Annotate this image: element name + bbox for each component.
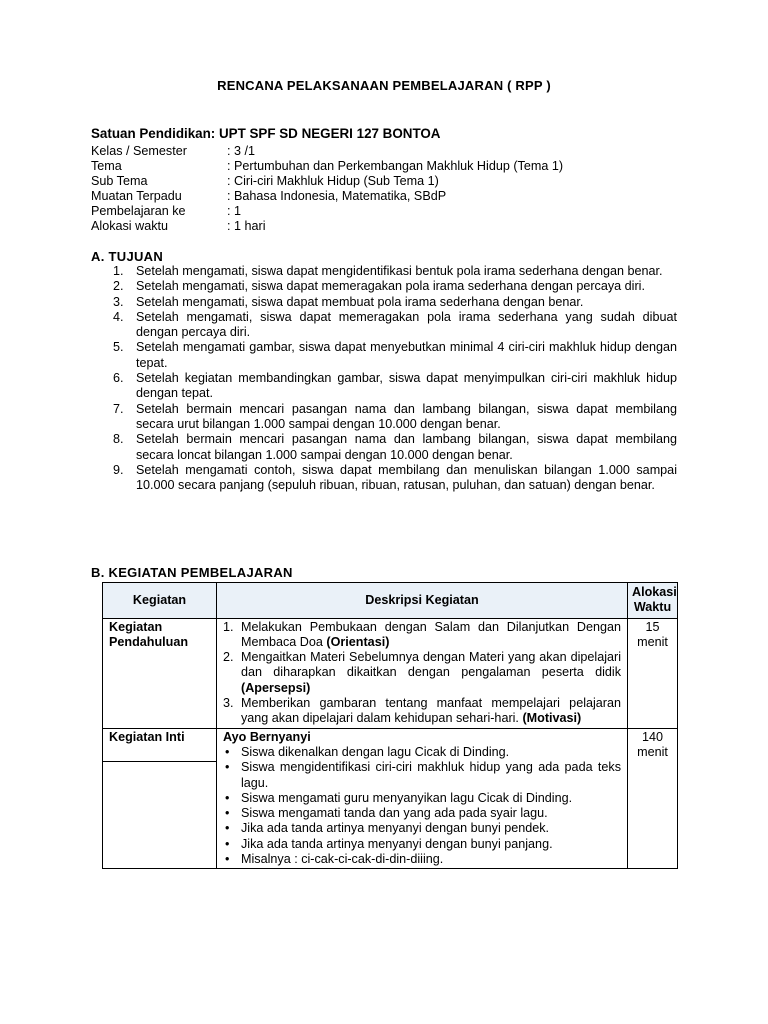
list-item	[223, 620, 621, 651]
meta-value: : 1 hari	[227, 219, 266, 233]
list-item: • Jika ada tanda artinya menyanyi dengan bunyi pendek.	[223, 821, 621, 836]
list-item	[91, 310, 677, 341]
meta-key: Pembelajaran ke	[91, 204, 186, 218]
meta-value: : Bahasa Indonesia, Matematika, SBdP	[227, 189, 447, 203]
header-deskripsi: Deskripsi Kegiatan	[217, 583, 628, 619]
meta-key: Tema	[91, 159, 122, 173]
table-row	[103, 728, 678, 869]
item-text: Mengaitkan Materi Sebelumnya dengan Materi yang akan dipelajari dan diharapkan dikaitkan dengan pengalaman peserta didik	[241, 650, 621, 680]
item-text: Memberikan gambaran tentang manfaat mempelajari pelajaran yang akan dipelajari dalam kehidupan sehari-hari.	[241, 696, 621, 726]
list-item: • Siswa mengamati guru menyanyikan lagu Cicak di Dinding.	[223, 791, 621, 806]
table-row	[103, 618, 678, 728]
pendahuluan-list	[223, 620, 621, 727]
list-item	[91, 371, 677, 402]
inti-heading: Ayo Bernyanyi	[223, 729, 311, 744]
item-number: 3.	[223, 696, 234, 711]
list-item	[91, 264, 677, 279]
item-number: 1.	[223, 619, 234, 634]
row-label-pendahuluan: Kegiatan Pendahuluan	[103, 618, 217, 728]
item-number: 7.	[113, 401, 124, 416]
meta-key: Alokasi waktu	[91, 219, 168, 233]
row-label-inti-text: Kegiatan Inti	[103, 729, 216, 762]
item-text: Setelah mengamati, siswa dapat mengidentifikasi bentuk pola irama sederhana dengan benar.	[136, 264, 663, 278]
meta-value: : 1	[227, 204, 242, 218]
section-heading-tujuan: A. TUJUAN	[91, 249, 164, 264]
list-item	[91, 432, 677, 463]
item-number: 4.	[113, 309, 124, 324]
item-number: 8.	[113, 432, 124, 447]
item-text: Setelah bermain mencari pasangan nama dan lambang bilangan, siswa dapat membilang secara urut bilangan 1.000 sampai dengan 10.000 dengan benar.	[136, 401, 677, 431]
row-desc-inti	[217, 728, 628, 869]
meta-row	[91, 189, 563, 204]
meta-value: : 3 /1	[227, 144, 256, 158]
header-alokasi: Alokasi Waktu	[628, 583, 678, 619]
list-item	[91, 402, 677, 433]
tujuan-list	[91, 264, 677, 493]
list-item: • Siswa mengidentifikasi ciri-ciri makhluk hidup yang ada pada teks lagu.	[223, 760, 621, 791]
item-text: Setelah mengamati, siswa dapat memeragakan pola irama sederhana dengan percaya diri.	[136, 279, 645, 294]
item-tag: (Orientasi)	[326, 634, 390, 649]
meta-key: Sub Tema	[91, 174, 148, 188]
row-desc-pendahuluan	[217, 618, 628, 728]
inti-list	[223, 745, 621, 867]
item-number: 2.	[223, 650, 234, 665]
meta-row	[91, 174, 563, 189]
meta-row	[91, 144, 563, 159]
row-time-inti: 140 menit	[628, 728, 678, 869]
item-tag: (Apersepsi)	[241, 680, 311, 695]
table-header-row	[103, 583, 678, 619]
row-time-pendahuluan: 15 menit	[628, 618, 678, 728]
list-item: • Siswa mengamati tanda dan yang ada pada syair lagu.	[223, 806, 621, 821]
item-text: Setelah mengamati gambar, siswa dapat menyebutkan minimal 4 ciri-ciri makhluk hidup dengan tepat.	[136, 340, 677, 370]
item-text: Setelah mengamati contoh, siswa dapat membilang dan menuliskan bilangan 1.000 sampai 10.000 secara panjang (sepuluh ribuan, ribuan, ratusan, puluhan, dan satuan) dengan benar.	[136, 462, 677, 493]
item-tag: (Motivasi)	[522, 711, 582, 726]
satuan-pendidikan: Satuan Pendidikan: UPT SPF SD NEGERI 127 BONTOA	[91, 126, 441, 141]
header-kegiatan: Kegiatan	[103, 583, 217, 619]
meta-row	[91, 159, 563, 174]
item-number: 9.	[113, 462, 124, 477]
meta-key: Kelas / Semester	[91, 144, 187, 158]
meta-info	[91, 144, 563, 234]
list-item: • Siswa dikenalkan dengan lagu Cicak di Dinding.	[223, 745, 621, 760]
document-title: RENCANA PELAKSANAAN PEMBELAJARAN ( RPP )	[217, 78, 551, 93]
list-item: • Jika ada tanda artinya menyanyi dengan bunyi panjang.	[223, 837, 621, 852]
list-item	[91, 295, 677, 310]
item-number: 5.	[113, 340, 124, 355]
item-text: Setelah kegiatan membandingkan gambar, siswa dapat menyimpulkan ciri-ciri makhluk hidup dengan tepat.	[136, 371, 677, 401]
item-text: Melakukan Pembukaan dengan Salam dan Dilanjutkan Dengan Membaca Doa	[241, 619, 621, 649]
list-item	[223, 650, 621, 696]
list-item	[91, 340, 677, 371]
list-item: • Misalnya : ci-cak-ci-cak-di-din-diiing.	[223, 852, 621, 867]
item-text: Setelah mengamati, siswa dapat memeragakan pola irama sederhana yang sudah dibuat dengan percaya diri.	[136, 309, 677, 340]
item-number: 6.	[113, 371, 124, 386]
meta-value: : Pertumbuhan dan Perkembangan Makhluk Hidup (Tema 1)	[227, 159, 564, 173]
section-heading-kegiatan: B. KEGIATAN PEMBELAJARAN	[91, 565, 293, 580]
list-item	[223, 696, 621, 727]
item-number: 3.	[113, 294, 124, 309]
item-number: 1.	[113, 264, 124, 278]
meta-row	[91, 219, 563, 234]
meta-value: : Ciri-ciri Makhluk Hidup (Sub Tema 1)	[227, 174, 439, 188]
item-text: Setelah bermain mencari pasangan nama dan lambang bilangan, siswa dapat membilang secara loncat bilangan 1.000 sampai dengan 10.000 dengan benar.	[136, 432, 677, 462]
item-text: Setelah mengamati, siswa dapat membuat pola irama sederhana dengan benar.	[136, 294, 584, 309]
meta-row	[91, 204, 563, 219]
kegiatan-table	[102, 582, 678, 869]
meta-key: Muatan Terpadu	[91, 189, 182, 203]
list-item	[91, 463, 677, 494]
item-number: 2.	[113, 279, 124, 294]
list-item	[91, 279, 677, 294]
row-label-inti	[103, 728, 217, 869]
